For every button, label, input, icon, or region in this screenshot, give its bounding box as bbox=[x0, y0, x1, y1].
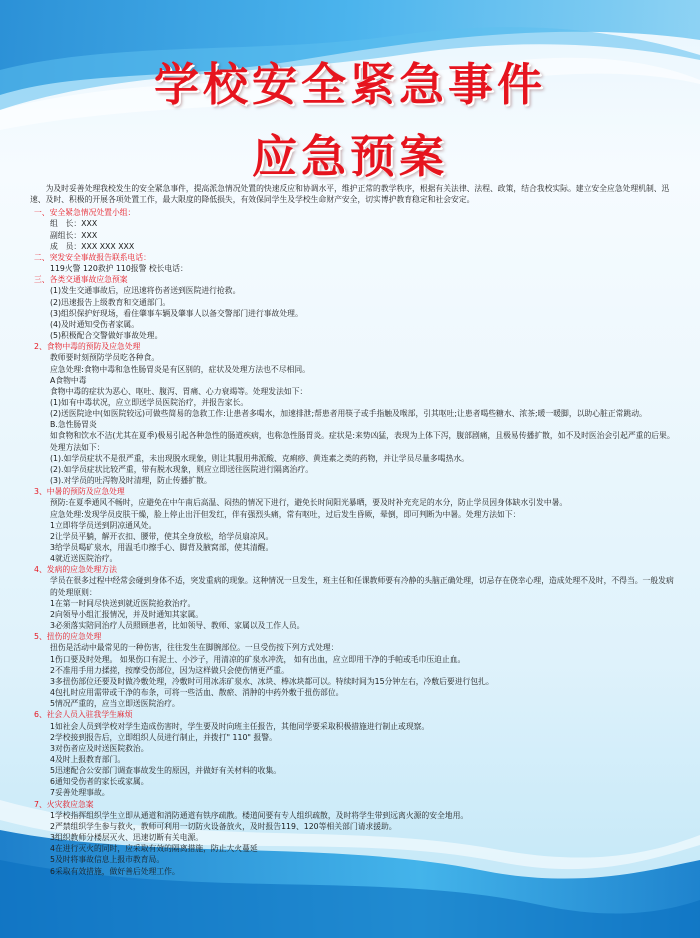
section-line: (2)送医院途中(如医院较远)可做些简易的急救工作:让患者多喝水，加速排泄;帮患者用筷子或手指触及喉部，引其呕吐;让患者喝些糖水、浓茶;暖一暖脚，以助心脏正常跳动。 bbox=[50, 409, 647, 419]
section-line: 5情况严重的，应当立即送医院治疗。 bbox=[50, 699, 180, 709]
section-line: 4在进行灭火的同时，应采取有效的隔离措施，防止大火蔓延 bbox=[50, 844, 258, 854]
section-line: 2让学员平躺，解开衣扣、腰带，使其全身放松，给学员扇凉风。 bbox=[50, 531, 274, 541]
section-line: 6采取有效措施，做好善后处理工作。 bbox=[50, 866, 180, 876]
section-line: 成 员：XXX XXX XXX bbox=[50, 241, 135, 251]
section-heading: 一、安全紧急情况处置小组： bbox=[34, 208, 136, 218]
section-line: 如食物和饮水不洁(尤其在夏季)极易引起各种急性的肠道疾病，也称急性肠胃炎。症状是:来势凶猛，表现为上体下泻，腹部剧痛，且极易传播扩散，如不及时医治会引起严重的后果。处理方法如下： bbox=[50, 431, 675, 452]
section-line: 1学校指挥组织学生立即从通道和消防通道有铁序疏散。楼道间要有专人组织疏散，及时将学生带到远离火源的安全地用。 bbox=[50, 810, 469, 820]
section-phone-numbers bbox=[30, 252, 675, 274]
section-line: A食物中毒 bbox=[50, 375, 87, 385]
section-sprain bbox=[30, 631, 675, 709]
section-fire bbox=[30, 799, 675, 877]
section-line: 6通知受伤者的家长或家属。 bbox=[50, 777, 149, 787]
section-line: 组 长：XXX bbox=[50, 219, 98, 229]
section-line: 4就近送医院治疗。 bbox=[50, 554, 118, 564]
section-line: (3).对学员的吐泻物及时清理，防止传播扩散。 bbox=[50, 476, 212, 486]
section-line: 3多扭伤部位还要及时做冷敷处理，冷敷时可用冰冻矿泉水、冰块、棒冰块都可以。特续时间为15分钟左右，冷敷后要进行包扎。 bbox=[50, 676, 494, 686]
section-line: 2学校接到报告后，立即组织人员进行制止，并拨打" 110" 报警。 bbox=[50, 732, 277, 742]
section-line: (4)及时通知受伤者家属。 bbox=[50, 319, 140, 329]
section-line: 5迅速配合公安部门调查事故发生的原因，并做好有关材料的收集。 bbox=[50, 766, 282, 776]
section-line: 应急处理:食物中毒和急性肠胃炎是有区别的，症状及处理方法也不尽相同。 bbox=[50, 364, 310, 374]
section-line: 1在第一时间尽快送到就近医院抢救治疗。 bbox=[50, 598, 196, 608]
section-line: 2不准用手用力揉搓，按摩受伤部位，因为这样做只会使伤情更严重。 bbox=[50, 665, 289, 675]
section-heading: 4、发病的应急处理方法 bbox=[34, 565, 117, 575]
section-line: 教师要时刻预防学员吃各种食。 bbox=[50, 353, 160, 363]
section-line: 2向领导小组汇报情况，并及时通知其家属。 bbox=[50, 609, 204, 619]
intro-paragraph: 为及时妥善处理我校发生的安全紧急事件，提高派急情况处置的快速反应和协调水平，维护正常的教学秩序，根据有关法律、法程、政策，结合我校实际。建立安全应急处理机制、迅速、及时、积极的开展各项处置工作，最大限度的降低损失，有效保同学生及学校生命财产安全，切实博护教育稳定和社会安定。 bbox=[30, 184, 670, 205]
section-line: (2)迅速报告上级教育和交通部门。 bbox=[50, 297, 171, 307]
section-line: 1立即将学员送到阴凉通风处。 bbox=[50, 520, 157, 530]
section-line: 4及时上报教育部门。 bbox=[50, 754, 126, 764]
section-traffic-accident bbox=[30, 274, 675, 341]
section-line: 3给学员喝矿泉水，用温毛巾擦手心、脚背及腋窝部，使其清醒。 bbox=[50, 543, 274, 552]
section-line: 3必须落实陪同治疗人员照顾患者，比如领导、教师、家属以及工作人员。 bbox=[50, 621, 305, 631]
page-title: 学校安全紧急事件 bbox=[153, 58, 546, 111]
section-food-poisoning bbox=[30, 341, 675, 486]
section-emergency-team bbox=[30, 207, 675, 252]
section-line: (1)如有中毒状况，应立即送学员医院治疗，并报告家长。 bbox=[50, 397, 249, 407]
section-heading: 7、火灾救应急案 bbox=[34, 799, 94, 809]
section-line: 3组织教师分楼层灭火、迅速切断有关电源。 bbox=[50, 833, 204, 843]
section-line: 1伤口要及时处理。 如果伤口有泥土、小沙子，用清凉的矿泉水冲洗， 如有出血，应立即用干净的手帕或毛巾压迫止血。 bbox=[50, 654, 466, 664]
section-intruder bbox=[30, 709, 675, 798]
section-line: (5)积极配合交警做好事故处理。 bbox=[50, 331, 163, 341]
section-line: 扭伤是活动中最常见的一种伤害，往往发生在脚腕部位。一旦受伤按下列方式处理： bbox=[50, 643, 339, 653]
section-line: 食物中毒的症状为恶心、呕吐、腹泻、胃痛、心力衰竭等。处理发法如下： bbox=[50, 386, 308, 396]
section-heatstroke bbox=[30, 486, 675, 564]
section-line: (3)组织保护好现场，看住肇事车辆及肇事人以备交警部门进行事故处理。 bbox=[50, 308, 303, 318]
section-line: 预防:在夏季通风不畅时，应避免在中午南后高温、闷热的情况下进行，避免长时间阳光暴晒，要及时补充充足的水分，防止学员因身体缺水引发中暑。 bbox=[50, 498, 568, 508]
section-line: 119火警 120救护 110报警 校长电话： bbox=[50, 264, 188, 274]
page-subtitle: 应急预案 bbox=[251, 130, 448, 183]
section-heading: 2、食物中毒的预防及应急处理 bbox=[34, 342, 141, 352]
section-heading: 5、扭伤的应急处理 bbox=[34, 632, 102, 642]
section-illness bbox=[30, 564, 675, 631]
section-line: (2).如学员症状比较严重，带有脱水现象，则应立即送往医院进行隔离治疗。 bbox=[50, 464, 314, 474]
section-heading: 三、各类交通事故应急预案 bbox=[34, 275, 128, 285]
section-line: 1如社会人员到学校对学生造成伤害时，学生要及时向班主任报告，其他同学要采取积极措施进行制止或现察。 bbox=[50, 721, 430, 731]
section-line: 4包扎时应用需带或干净的布条，可将一些活血、散瘀、消肿的中药外敷于扭伤部位。 bbox=[50, 688, 344, 698]
section-line: 副组长：XXX bbox=[50, 230, 98, 240]
section-line: 3对伤者应及时送医院救治。 bbox=[50, 743, 149, 753]
section-line: 2严禁组织学生参与救火，教师可利用一切防火设备放火，及时报告119、120等相关部门请求援助。 bbox=[50, 821, 397, 831]
section-heading: 3、中暑的预防及应急处理 bbox=[34, 487, 125, 497]
section-line: (1).如学员症状不是很严重，未出现脱水现象，则让其服用弗派酸、克痢痧、黄连素之类的药物，并让学员尽量多喝热水。 bbox=[50, 453, 469, 463]
section-heading: 二、突发安全事故报告联系电话： bbox=[34, 252, 151, 262]
document-body bbox=[30, 183, 675, 877]
section-line: 7妥善处理事故。 bbox=[50, 788, 110, 798]
section-heading: 6、社会人员入驻我学生麻烦 bbox=[34, 710, 133, 720]
section-line: 学员在很多过程中经常会碰到身体不适，突发重病的现象。这种情况一旦发生，班主任和任课教师要有冷静的头脑正确处理，切忌存在侥幸心理，造成处理不及时，不得当。一般发病的处理原则： bbox=[50, 576, 674, 597]
section-line: 应急处理:发现学员皮肤干燥，脸上停止出汗但发红，伴有强烈头痛，常有呕吐，过后发生昏厥，晕倒，即可判断为中暑。处理方法如下： bbox=[50, 509, 521, 519]
section-line: B.急性肠胃炎 bbox=[50, 420, 97, 430]
section-line: (1)发生交通事故后，应迅速将伤者送到医院进行抢救。 bbox=[50, 286, 241, 296]
section-line: 5及时将事故信息上报市教育局。 bbox=[50, 855, 165, 865]
